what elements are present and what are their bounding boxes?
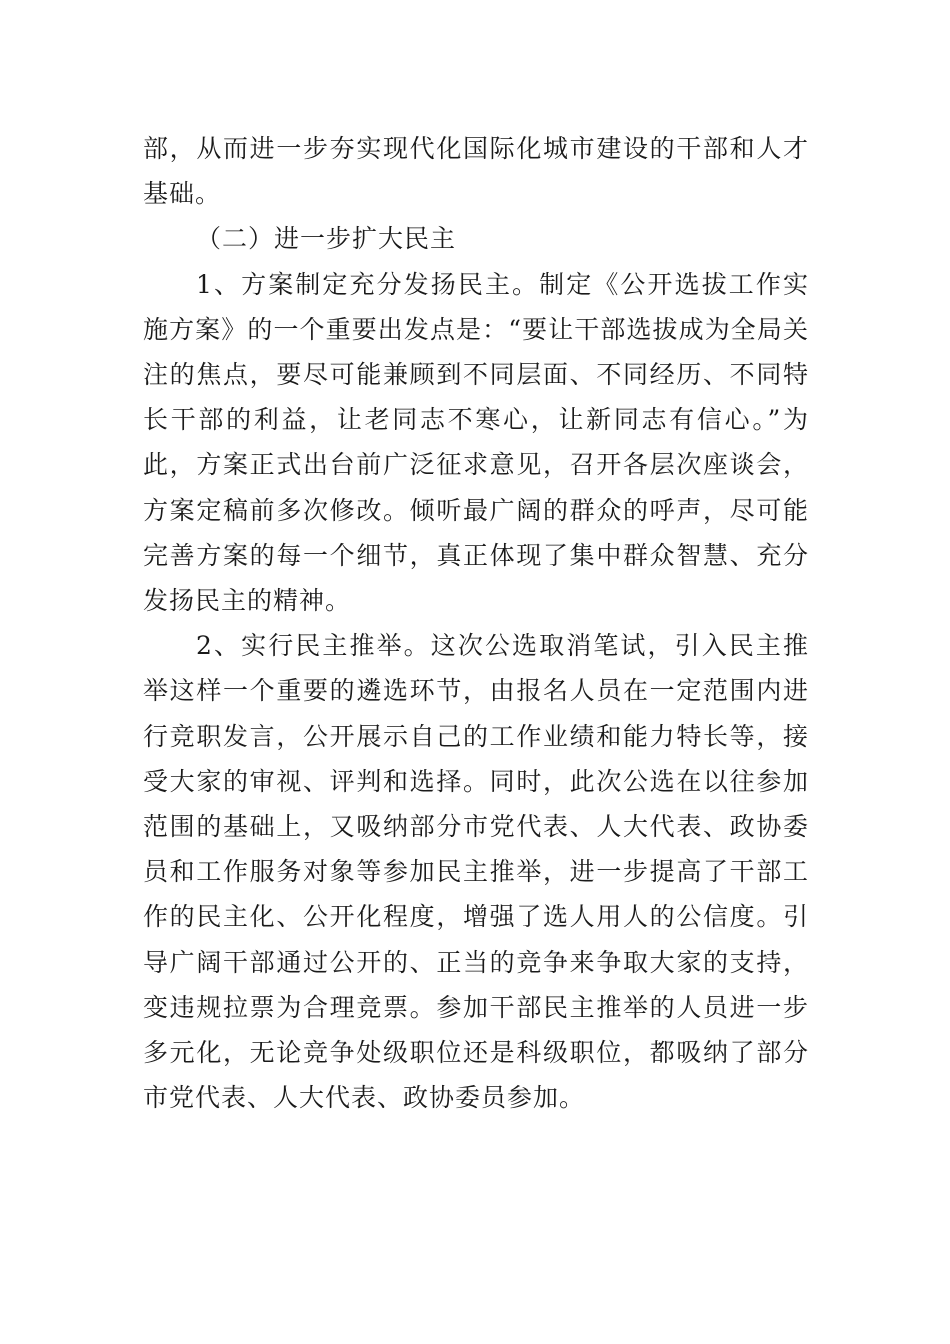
- section-heading: （二）进一步扩大民主: [196, 224, 457, 254]
- paragraph-democratic-recommendation: 2、实行民主推举。这次公选取消笔试，引入民主推举这样一个重要的遴选环节，由报名人员在一定范围内进行竞职发言，公开展示自己的工作业绩和能力特长等，接受大家的审视、评判和选择。同时，此次公选在以往参加范围的基础上，又吸纳部分市党代表、人大代表、政协委员和工作服务对象等参加民主推举，进一步提高了干部工作的民主化、公开化程度，增强了选人用人的公信度。引导广阔干部通过公开的、正当的竞争来争取大家的支持，变违规拉票为合理竞票。参加干部民主推举的人员进一步多元化，无论竞争处级职位还是科级职位，都吸纳了部分市党代表、人大代表、政协委员参加。: [143, 631, 809, 1113]
- paragraph-plan-democracy: 1、方案制定充分发扬民主。制定《公开选拔工作实施方案》的一个重要出发点是：“要让干部选拔成为全局关注的焦点，要尽可能兼顾到不同层面、不同经历、不同特长干部的利益，让老同志不寒心，让新同志有信心。”为此，方案正式出台前广泛征求意见，召开各层次座谈会，方案定稿前多次修改。倾听最广阔的群众的呼声，尽可能完善方案的每一个细节，真正体现了集中群众智慧、充分发扬民主的精神。: [143, 269, 809, 616]
- document-body: [143, 126, 809, 1120]
- paragraph-continuation: 部，从而进一步夯实现代化国际化城市建设的干部和人才基础。: [143, 134, 809, 209]
